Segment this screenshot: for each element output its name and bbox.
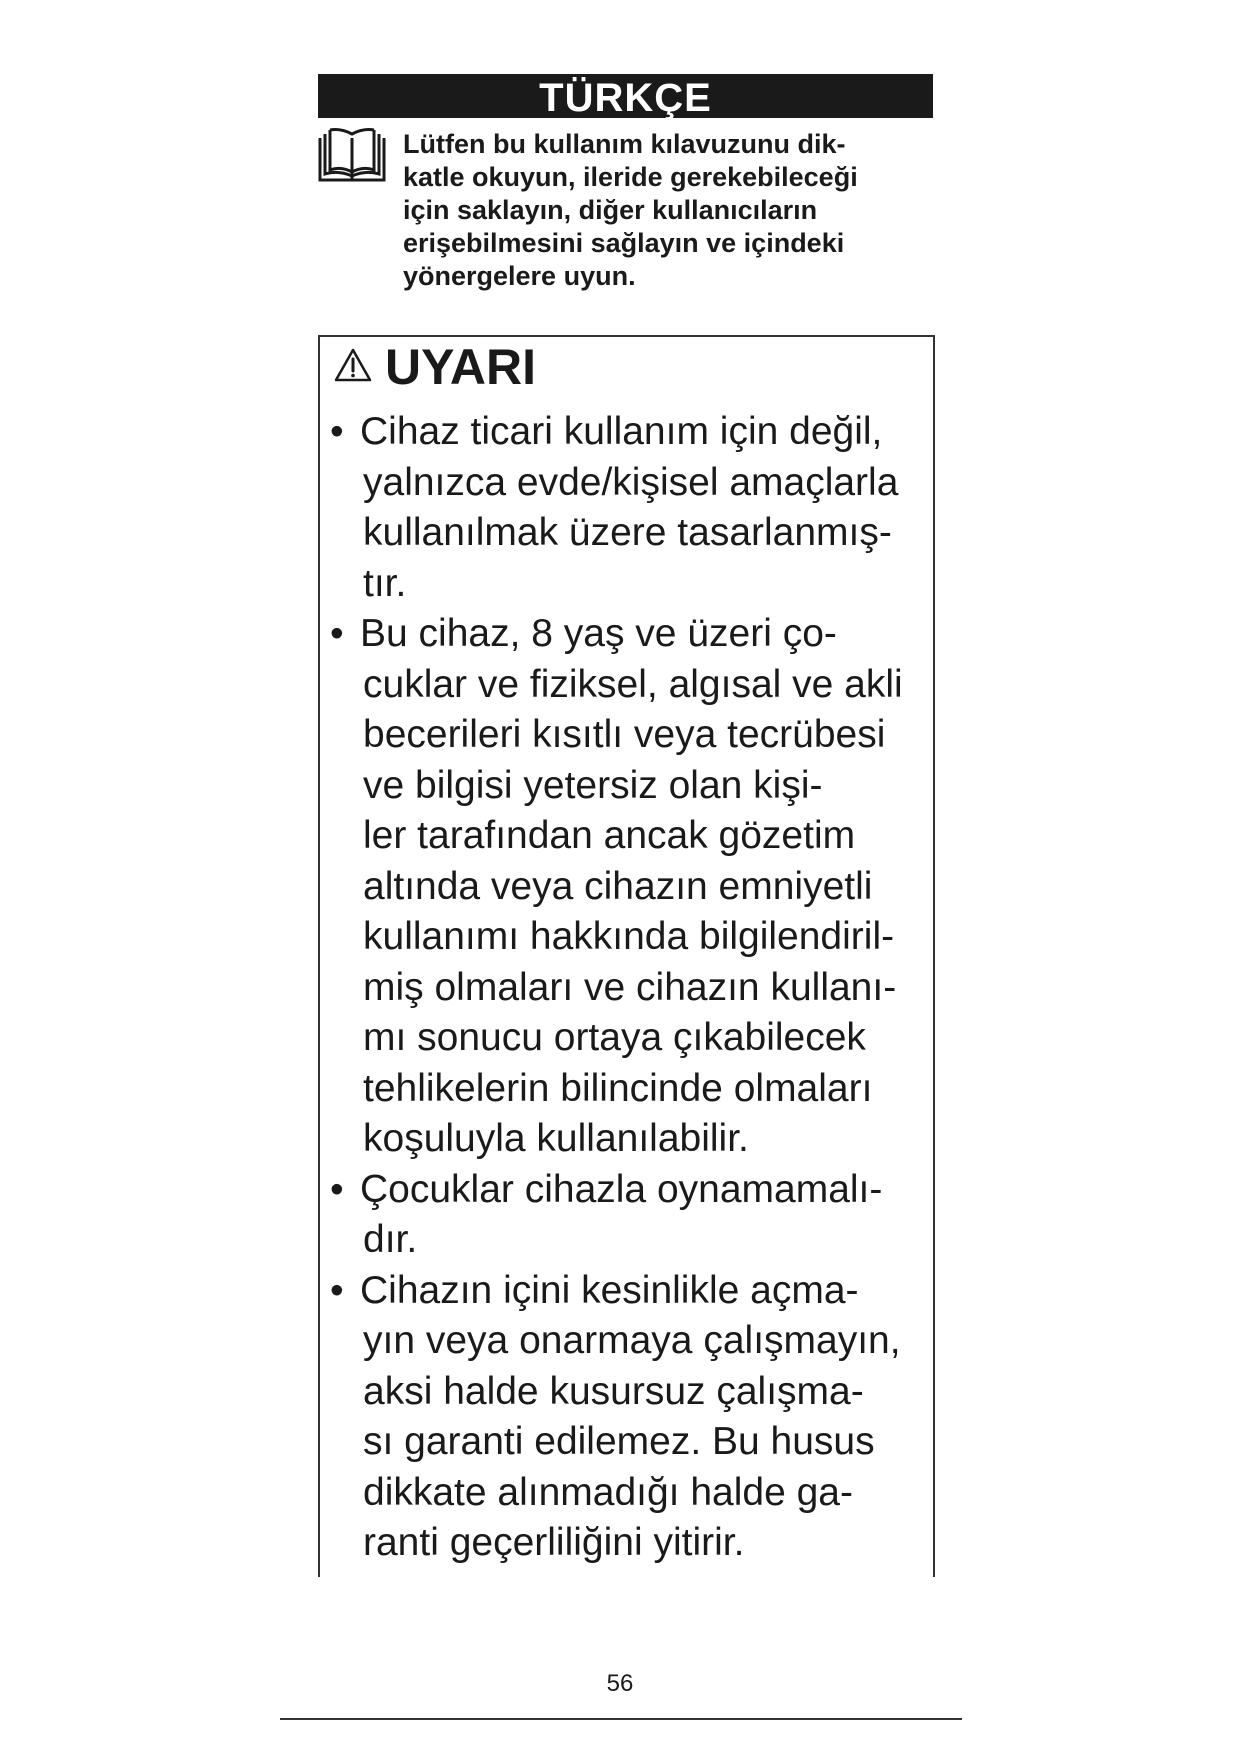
list-line: becerileri kısıtlı veya tecrübesi [363, 713, 886, 756]
list-line: Çocuklar cihazla oynamamalı- [360, 1167, 883, 1211]
intro-line: yönergelere uyun. [403, 261, 636, 291]
list-line: dikkate alınmadığı halde ga- [363, 1470, 853, 1514]
list-line: aksi halde kusursuz çalışma- [363, 1369, 864, 1413]
list-line: sı garanti edilemez. Bu husus [363, 1420, 875, 1463]
list-item [330, 1266, 930, 1317]
intro-line: katle okuyun, ileride gerekebileceği [403, 162, 858, 192]
warning-triangle-icon [334, 347, 372, 383]
bullet: • [330, 612, 344, 655]
bullet: • [330, 410, 344, 453]
list-line: yın veya onarmaya çalışmayın, [363, 1319, 901, 1362]
list-line: kullanımı hakkında bilgilendiril- [363, 915, 895, 958]
intro-line: Lütfen bu kullanım kılavuzunu dik- [403, 129, 846, 159]
list-line: altında veya cihazın emniyetli [363, 864, 873, 908]
list-item [330, 1165, 930, 1216]
list-line: cuklar ve fiziksel, algısal ve akli [363, 662, 903, 706]
list-line: Bu cihaz, 8 yaş ve üzeri ço- [360, 612, 837, 655]
list-line: Cihaz ticari kullanım için değil, [360, 410, 883, 453]
warning-title: UYARI [385, 339, 536, 395]
list-line: miş olmaları ve cihazın kullanı- [363, 965, 897, 1009]
list-line: Cihazın içini kesinlikle açma- [360, 1268, 859, 1312]
list-line: yalnızca evde/kişisel amaçlarla [363, 460, 899, 504]
footer-divider [280, 1718, 962, 1720]
list-line: tehlikelerin bilincinde olmaları [363, 1066, 873, 1110]
list-line: kullanılmak üzere tasarlanmış- [363, 511, 892, 554]
intro-line: için saklayın, diğer kullanıcıların [403, 195, 818, 225]
page-number: 56 [606, 1670, 634, 1697]
list-line: tır. [363, 561, 407, 605]
list-line: ranti geçerliliğini yitirir. [363, 1521, 745, 1564]
list-item [330, 407, 930, 458]
open-book-icon [316, 128, 388, 186]
list-line: ler tarafından ancak gözetim [363, 814, 856, 857]
warning-list [330, 407, 930, 1569]
list-item [330, 609, 930, 660]
intro-line: erişebilmesini sağlayın ve içindeki [403, 228, 845, 258]
intro-text [403, 128, 943, 293]
bullet: • [330, 1167, 344, 1211]
list-line: dır. [363, 1218, 418, 1261]
bullet: • [330, 1268, 344, 1312]
list-line: mı sonucu ortaya çıkabilecek [363, 1016, 866, 1059]
list-line: ve bilgisi yetersiz olan kişi- [363, 763, 823, 807]
list-line: koşuluyla kullanılabilir. [363, 1117, 749, 1160]
language-header: TÜRKÇE [318, 74, 933, 118]
